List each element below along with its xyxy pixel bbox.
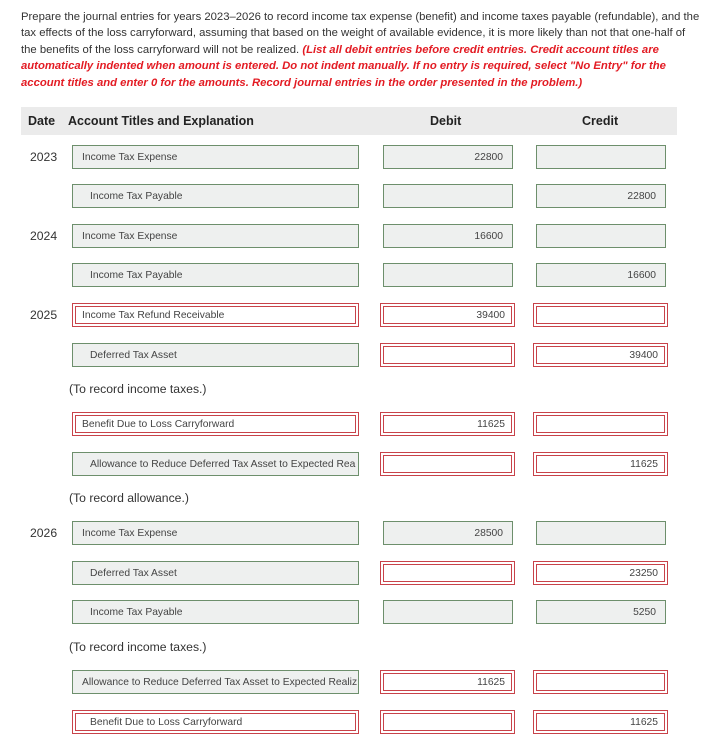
account-title-field[interactable]: Income Tax Refund Receivable [72, 303, 359, 327]
debit-amount-field[interactable]: 11625 [380, 670, 515, 694]
account-title-field[interactable]: Income Tax Payable [72, 263, 359, 287]
credit-amount-field[interactable] [536, 224, 666, 248]
debit-amount-field[interactable]: 22800 [383, 145, 513, 169]
header-date: Date [28, 114, 56, 128]
debit-amount-field[interactable] [380, 710, 515, 734]
entry-year: 2026 [30, 526, 58, 540]
entry-year: 2023 [30, 150, 58, 164]
header-account-titles: Account Titles and Explanation [68, 114, 254, 128]
account-title-field[interactable]: Income Tax Expense [72, 224, 359, 248]
debit-amount-field[interactable] [383, 184, 513, 208]
credit-amount-field[interactable] [536, 521, 666, 545]
credit-amount-field[interactable]: 23250 [533, 561, 668, 585]
entry-year: 2024 [30, 229, 58, 243]
entry-explanation: (To record allowance.) [69, 491, 189, 505]
debit-amount-field[interactable]: 39400 [380, 303, 515, 327]
debit-amount-field[interactable] [383, 263, 513, 287]
account-title-field[interactable]: Deferred Tax Asset [72, 561, 359, 585]
account-title-field[interactable]: Income Tax Expense [72, 145, 359, 169]
credit-amount-field[interactable] [533, 303, 668, 327]
debit-amount-field[interactable] [380, 452, 515, 476]
entry-explanation: (To record income taxes.) [69, 640, 207, 654]
credit-amount-field[interactable]: 11625 [533, 710, 668, 734]
account-title-field[interactable]: Benefit Due to Loss Carryforward [72, 412, 359, 436]
credit-amount-field[interactable] [536, 145, 666, 169]
header-debit: Debit [430, 114, 462, 128]
account-title-field[interactable]: Income Tax Expense [72, 521, 359, 545]
header-credit: Credit [582, 114, 619, 128]
credit-amount-field[interactable]: 39400 [533, 343, 668, 367]
debit-amount-field[interactable] [383, 600, 513, 624]
debit-amount-field[interactable]: 16600 [383, 224, 513, 248]
credit-amount-field[interactable]: 22800 [536, 184, 666, 208]
credit-amount-field[interactable]: 5250 [536, 600, 666, 624]
account-title-field[interactable]: Income Tax Payable [72, 184, 359, 208]
account-title-field[interactable]: Allowance to Reduce Deferred Tax Asset to Expected Rea [72, 452, 359, 476]
entry-explanation: (To record income taxes.) [69, 382, 207, 396]
account-title-field[interactable]: Benefit Due to Loss Carryforward [72, 710, 359, 734]
credit-amount-field[interactable]: 16600 [536, 263, 666, 287]
debit-amount-field[interactable] [380, 561, 515, 585]
instructions-text: Prepare the journal entries for years 2023–2026 to record income tax expense (benefit) and income taxes payable (refundable), and the tax effects of the loss carryforward, assuming that based on the weight of available evidence, it is more likely than not that one-half of the benefits of the loss carryforward will not be realized. [21, 11, 700, 56]
credit-amount-field[interactable] [533, 412, 668, 436]
account-title-field[interactable]: Deferred Tax Asset [72, 343, 359, 367]
account-title-field[interactable]: Income Tax Payable [72, 600, 359, 624]
problem-instructions [21, 9, 701, 91]
debit-amount-field[interactable]: 28500 [383, 521, 513, 545]
journal-table-header [21, 107, 677, 135]
entry-year: 2025 [30, 308, 58, 322]
debit-amount-field[interactable] [380, 343, 515, 367]
debit-amount-field[interactable]: 11625 [380, 412, 515, 436]
credit-amount-field[interactable]: 11625 [533, 452, 668, 476]
account-title-field[interactable]: Allowance to Reduce Deferred Tax Asset to Expected Realiz [72, 670, 359, 694]
instructions-note: (List all debit entries before credit entries. Credit account titles are automatically indented when amount is entered. Do not indent manually. If no entry is required, select "No Entry" for the account titles and enter 0 for the amounts. Record journal entries in the order presented in the problem.) [21, 43, 666, 89]
credit-amount-field[interactable] [533, 670, 668, 694]
